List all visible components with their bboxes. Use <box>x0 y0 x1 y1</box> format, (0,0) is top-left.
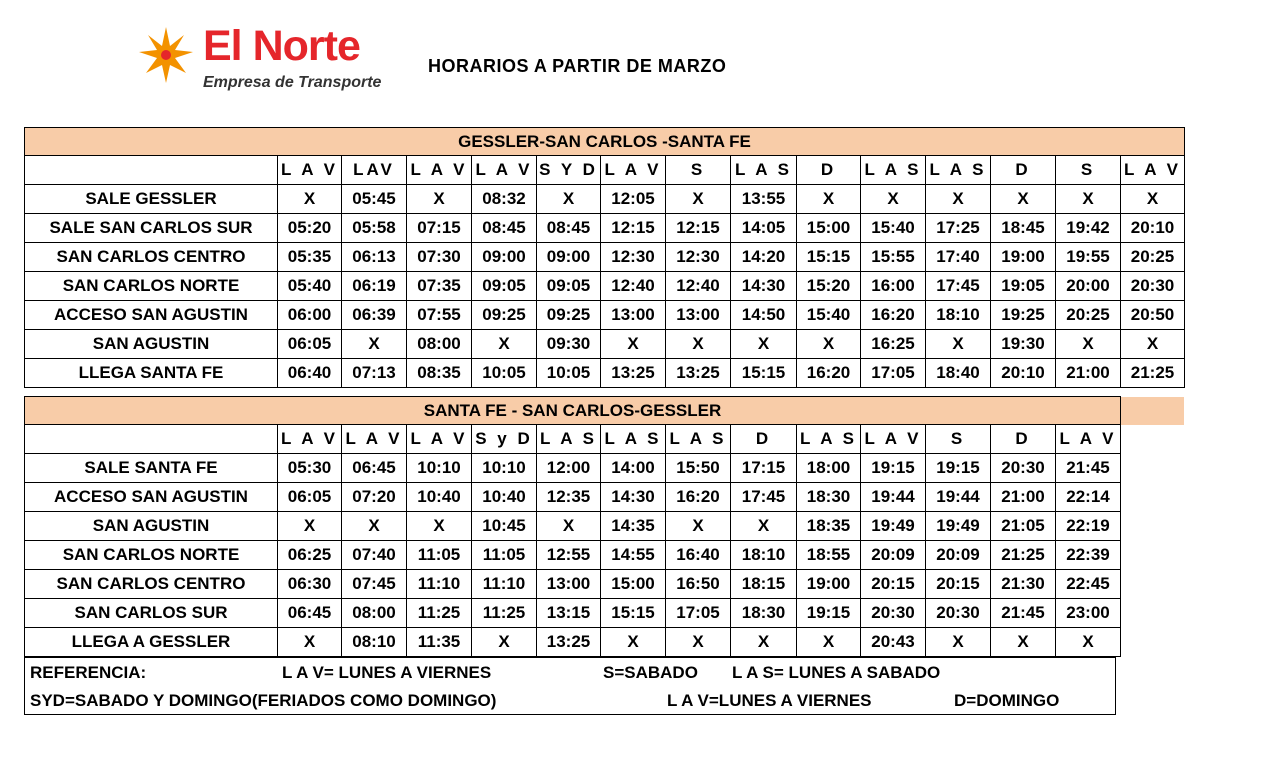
departure-time-cell: 16:40 <box>666 541 731 570</box>
stop-row <box>25 512 1185 541</box>
departure-time-cell: 15:20 <box>797 272 861 301</box>
departure-time-cell: 19:44 <box>926 483 991 512</box>
stop-row <box>25 243 1185 272</box>
departure-time-cell: 08:32 <box>472 185 537 214</box>
departure-time-cell: 08:35 <box>407 359 472 388</box>
departure-time-cell: 12:30 <box>666 243 731 272</box>
departure-time-cell: 06:19 <box>342 272 407 301</box>
service-day-cell: L A V <box>1056 425 1121 454</box>
departure-time-cell: 21:45 <box>991 599 1056 628</box>
service-day-cell: D <box>797 156 861 185</box>
departure-time-cell: 07:30 <box>407 243 472 272</box>
departure-time-cell: X <box>278 628 342 657</box>
service-day-cell: L A S <box>601 425 666 454</box>
departure-time-cell: X <box>861 185 926 214</box>
service-day-cell: LAV <box>342 156 407 185</box>
service-day-cell: S <box>666 156 731 185</box>
departure-time-cell: 22:19 <box>1056 512 1121 541</box>
departure-time-cell: X <box>666 185 731 214</box>
departure-time-cell: 19:00 <box>991 243 1056 272</box>
departure-time-cell: 19:44 <box>861 483 926 512</box>
departure-time-cell: 18:55 <box>797 541 861 570</box>
departure-time-cell: 18:40 <box>926 359 991 388</box>
stop-name: SALE SANTA FE <box>25 454 278 483</box>
logo-name: El Norte <box>203 22 360 70</box>
departure-time-cell: 16:20 <box>797 359 861 388</box>
route-title: SANTA FE - SAN CARLOS-GESSLER <box>25 397 1121 425</box>
departure-time-cell: 15:00 <box>601 570 666 599</box>
service-days-row <box>25 425 1185 454</box>
stop-row <box>25 570 1185 599</box>
departure-time-cell: X <box>797 185 861 214</box>
blank-cell <box>1121 425 1185 454</box>
departure-time-cell: 20:15 <box>861 570 926 599</box>
departure-time-cell: 19:30 <box>991 330 1056 359</box>
departure-time-cell: 08:45 <box>472 214 537 243</box>
service-day-cell: L A V <box>342 425 407 454</box>
departure-time-cell: X <box>278 512 342 541</box>
departure-time-cell: 13:25 <box>601 359 666 388</box>
departure-time-cell: X <box>991 185 1056 214</box>
departure-time-cell: 06:45 <box>342 454 407 483</box>
reference-legend <box>24 657 1116 715</box>
departure-time-cell: X <box>666 628 731 657</box>
departure-time-cell: 12:55 <box>537 541 601 570</box>
blank-cell <box>1121 397 1185 425</box>
stop-name: ACCESO SAN AGUSTIN <box>25 301 278 330</box>
departure-time-cell: 05:58 <box>342 214 407 243</box>
departure-time-cell: 07:45 <box>342 570 407 599</box>
stop-row <box>25 599 1185 628</box>
departure-time-cell: 19:15 <box>861 454 926 483</box>
departure-time-cell: 08:00 <box>407 330 472 359</box>
departure-time-cell: 06:25 <box>278 541 342 570</box>
departure-time-cell: X <box>1121 330 1185 359</box>
departure-time-cell: 20:43 <box>861 628 926 657</box>
departure-time-cell: X <box>731 330 797 359</box>
departure-time-cell: 17:05 <box>861 359 926 388</box>
departure-time-cell: X <box>797 330 861 359</box>
departure-time-cell: 08:10 <box>342 628 407 657</box>
stop-name: SAN CARLOS CENTRO <box>25 243 278 272</box>
departure-time-cell: 09:30 <box>537 330 601 359</box>
departure-time-cell: 13:00 <box>537 570 601 599</box>
departure-time-cell: 11:10 <box>407 570 472 599</box>
departure-time-cell: X <box>731 628 797 657</box>
departure-time-cell: 22:39 <box>1056 541 1121 570</box>
stop-name: LLEGA SANTA FE <box>25 359 278 388</box>
departure-time-cell: 17:45 <box>731 483 797 512</box>
stop-name: SALE SAN CARLOS SUR <box>25 214 278 243</box>
departure-time-cell: 20:30 <box>926 599 991 628</box>
departure-time-cell: 18:30 <box>731 599 797 628</box>
departure-time-cell: 09:00 <box>537 243 601 272</box>
departure-time-cell: 06:39 <box>342 301 407 330</box>
departure-time-cell: 09:05 <box>472 272 537 301</box>
company-logo <box>137 22 397 96</box>
departure-time-cell: 11:25 <box>407 599 472 628</box>
legend-syd: SYD=SABADO Y DOMINGO(FERIADOS COMO DOMINGO) <box>30 691 497 710</box>
departure-time-cell: 18:00 <box>797 454 861 483</box>
departure-time-cell: 19:00 <box>797 570 861 599</box>
departure-time-cell: 10:40 <box>472 483 537 512</box>
blank-cell <box>1121 599 1185 628</box>
departure-time-cell: 20:00 <box>1056 272 1121 301</box>
departure-time-cell: 09:25 <box>472 301 537 330</box>
departure-time-cell: 19:05 <box>991 272 1056 301</box>
departure-time-cell: 13:00 <box>601 301 666 330</box>
departure-time-cell: 13:25 <box>537 628 601 657</box>
departure-time-cell: 18:10 <box>731 541 797 570</box>
stop-name: SAN CARLOS SUR <box>25 599 278 628</box>
departure-time-cell: 10:10 <box>407 454 472 483</box>
departure-time-cell: 12:00 <box>537 454 601 483</box>
stop-row <box>25 301 1185 330</box>
departure-time-cell: 15:50 <box>666 454 731 483</box>
departure-time-cell: 19:25 <box>991 301 1056 330</box>
departure-time-cell: 10:40 <box>407 483 472 512</box>
route-header-row <box>25 128 1185 156</box>
departure-time-cell: 09:05 <box>537 272 601 301</box>
service-day-cell: L A V <box>407 156 472 185</box>
departure-time-cell: 18:45 <box>991 214 1056 243</box>
departure-time-cell: X <box>407 185 472 214</box>
blank-cell <box>1121 541 1185 570</box>
departure-time-cell: 15:40 <box>861 214 926 243</box>
service-day-cell: S <box>926 425 991 454</box>
departure-time-cell: 12:40 <box>666 272 731 301</box>
departure-time-cell: X <box>666 512 731 541</box>
departure-time-cell: 11:05 <box>407 541 472 570</box>
departure-time-cell: 20:25 <box>1056 301 1121 330</box>
departure-time-cell: 18:30 <box>797 483 861 512</box>
departure-time-cell: 19:49 <box>926 512 991 541</box>
departure-time-cell: 15:15 <box>731 359 797 388</box>
service-day-cell: L A S <box>926 156 991 185</box>
departure-time-cell: 15:40 <box>797 301 861 330</box>
departure-time-cell: 21:00 <box>1056 359 1121 388</box>
departure-time-cell: 14:50 <box>731 301 797 330</box>
departure-time-cell: 13:25 <box>666 359 731 388</box>
departure-time-cell: 07:15 <box>407 214 472 243</box>
inbound-schedule-table <box>24 396 1185 657</box>
departure-time-cell: 16:50 <box>666 570 731 599</box>
departure-time-cell: 12:05 <box>601 185 666 214</box>
service-day-cell: D <box>991 156 1056 185</box>
stop-row <box>25 272 1185 301</box>
departure-time-cell: X <box>601 628 666 657</box>
reference-label: REFERENCIA: <box>30 663 147 682</box>
departure-time-cell: 13:15 <box>537 599 601 628</box>
service-day-cell: L A S <box>537 425 601 454</box>
blank-cell <box>1121 483 1185 512</box>
blank-cell <box>1121 628 1185 657</box>
service-day-cell: S <box>1056 156 1121 185</box>
departure-time-cell: 17:15 <box>731 454 797 483</box>
departure-time-cell: X <box>407 512 472 541</box>
departure-time-cell: 06:40 <box>278 359 342 388</box>
logo-subtitle: Empresa de Transporte <box>203 74 382 91</box>
departure-time-cell: 21:00 <box>991 483 1056 512</box>
departure-time-cell: 17:40 <box>926 243 991 272</box>
legend-domingo: D=DOMINGO <box>954 691 1060 710</box>
departure-time-cell: 14:05 <box>731 214 797 243</box>
stop-row <box>25 454 1185 483</box>
departure-time-cell: 20:15 <box>926 570 991 599</box>
departure-time-cell: 17:05 <box>666 599 731 628</box>
departure-time-cell: X <box>1121 185 1185 214</box>
departure-time-cell: X <box>472 330 537 359</box>
departure-time-cell: 12:15 <box>601 214 666 243</box>
departure-time-cell: 14:00 <box>601 454 666 483</box>
legend-lav-2: L A V=LUNES A VIERNES <box>667 691 872 710</box>
service-day-cell: L A S <box>666 425 731 454</box>
service-day-cell: L A S <box>797 425 861 454</box>
departure-time-cell: 11:05 <box>472 541 537 570</box>
stop-name: LLEGA A GESSLER <box>25 628 278 657</box>
departure-time-cell: 19:42 <box>1056 214 1121 243</box>
departure-time-cell: 16:25 <box>861 330 926 359</box>
departure-time-cell: X <box>1056 628 1121 657</box>
departure-time-cell: X <box>342 512 407 541</box>
service-day-cell: L A V <box>278 425 342 454</box>
departure-time-cell: 08:00 <box>342 599 407 628</box>
departure-time-cell: 20:09 <box>861 541 926 570</box>
service-day-cell: S y D <box>472 425 537 454</box>
departure-time-cell: X <box>1056 330 1121 359</box>
departure-time-cell: 11:10 <box>472 570 537 599</box>
departure-time-cell: X <box>991 628 1056 657</box>
departure-time-cell: 17:45 <box>926 272 991 301</box>
departure-time-cell: 09:00 <box>472 243 537 272</box>
departure-time-cell: 22:14 <box>1056 483 1121 512</box>
departure-time-cell: 20:10 <box>1121 214 1185 243</box>
departure-time-cell: 20:30 <box>1121 272 1185 301</box>
departure-time-cell: 11:35 <box>407 628 472 657</box>
departure-time-cell: X <box>472 628 537 657</box>
departure-time-cell: 06:05 <box>278 330 342 359</box>
stop-name: SAN AGUSTIN <box>25 330 278 359</box>
departure-time-cell: 05:20 <box>278 214 342 243</box>
departure-time-cell: 11:25 <box>472 599 537 628</box>
stop-row <box>25 185 1185 214</box>
departure-time-cell: 16:20 <box>666 483 731 512</box>
departure-time-cell: 20:09 <box>926 541 991 570</box>
departure-time-cell: 21:45 <box>1056 454 1121 483</box>
service-day-cell: L A S <box>731 156 797 185</box>
departure-time-cell: 14:55 <box>601 541 666 570</box>
empty-corner-cell <box>25 156 278 185</box>
departure-time-cell: 06:30 <box>278 570 342 599</box>
service-day-cell: L A S <box>861 156 926 185</box>
departure-time-cell: X <box>537 512 601 541</box>
departure-time-cell: 18:35 <box>797 512 861 541</box>
service-day-cell: L A V <box>601 156 666 185</box>
departure-time-cell: 07:35 <box>407 272 472 301</box>
departure-time-cell: 20:30 <box>991 454 1056 483</box>
departure-time-cell: 13:55 <box>731 185 797 214</box>
service-day-cell: D <box>731 425 797 454</box>
route-header-row <box>25 397 1185 425</box>
blank-cell <box>1121 570 1185 599</box>
departure-time-cell: 20:30 <box>861 599 926 628</box>
stop-row <box>25 541 1185 570</box>
empty-corner-cell <box>25 425 278 454</box>
departure-time-cell: 05:40 <box>278 272 342 301</box>
departure-time-cell: 07:13 <box>342 359 407 388</box>
departure-time-cell: 13:00 <box>666 301 731 330</box>
departure-time-cell: 16:20 <box>861 301 926 330</box>
departure-time-cell: 10:45 <box>472 512 537 541</box>
service-day-cell: L A V <box>407 425 472 454</box>
departure-time-cell: 09:25 <box>537 301 601 330</box>
departure-time-cell: X <box>1056 185 1121 214</box>
blank-cell <box>1121 512 1185 541</box>
departure-time-cell: 10:05 <box>537 359 601 388</box>
departure-time-cell: 20:10 <box>991 359 1056 388</box>
stop-name: SAN CARLOS NORTE <box>25 272 278 301</box>
departure-time-cell: 10:05 <box>472 359 537 388</box>
stop-row <box>25 330 1185 359</box>
stop-name: SAN CARLOS NORTE <box>25 541 278 570</box>
page-title: HORARIOS A PARTIR DE MARZO <box>428 56 727 76</box>
departure-time-cell: 18:15 <box>731 570 797 599</box>
departure-time-cell: 06:05 <box>278 483 342 512</box>
departure-time-cell: 18:10 <box>926 301 991 330</box>
departure-time-cell: 19:15 <box>797 599 861 628</box>
departure-time-cell: X <box>797 628 861 657</box>
stop-row <box>25 628 1185 657</box>
departure-time-cell: 22:45 <box>1056 570 1121 599</box>
service-day-cell: L A V <box>278 156 342 185</box>
departure-time-cell: 07:40 <box>342 541 407 570</box>
departure-time-cell: 21:25 <box>1121 359 1185 388</box>
departure-time-cell: 12:15 <box>666 214 731 243</box>
departure-time-cell: 06:00 <box>278 301 342 330</box>
departure-time-cell: X <box>926 628 991 657</box>
departure-time-cell: 14:30 <box>731 272 797 301</box>
departure-time-cell: 21:05 <box>991 512 1056 541</box>
departure-time-cell: X <box>666 330 731 359</box>
departure-time-cell: 23:00 <box>1056 599 1121 628</box>
departure-time-cell: 15:15 <box>797 243 861 272</box>
service-day-cell: L A V <box>1121 156 1185 185</box>
departure-time-cell: 10:10 <box>472 454 537 483</box>
departure-time-cell: X <box>537 185 601 214</box>
departure-time-cell: 05:45 <box>342 185 407 214</box>
stop-name: SAN CARLOS CENTRO <box>25 570 278 599</box>
departure-time-cell: 15:15 <box>601 599 666 628</box>
legend-las: L A S= LUNES A SABADO <box>732 663 941 682</box>
departure-time-cell: 19:55 <box>1056 243 1121 272</box>
stop-row <box>25 214 1185 243</box>
departure-time-cell: 07:20 <box>342 483 407 512</box>
departure-time-cell: 20:25 <box>1121 243 1185 272</box>
departure-time-cell: 12:40 <box>601 272 666 301</box>
stop-name: ACCESO SAN AGUSTIN <box>25 483 278 512</box>
departure-time-cell: 12:35 <box>537 483 601 512</box>
departure-time-cell: 14:20 <box>731 243 797 272</box>
departure-time-cell: 16:00 <box>861 272 926 301</box>
departure-time-cell: 17:25 <box>926 214 991 243</box>
departure-time-cell: 06:13 <box>342 243 407 272</box>
service-day-cell: L A V <box>472 156 537 185</box>
service-day-cell: D <box>991 425 1056 454</box>
departure-time-cell: 07:55 <box>407 301 472 330</box>
departure-time-cell: 08:45 <box>537 214 601 243</box>
departure-time-cell: 05:30 <box>278 454 342 483</box>
departure-time-cell: 15:00 <box>797 214 861 243</box>
departure-time-cell: 12:30 <box>601 243 666 272</box>
departure-time-cell: 19:49 <box>861 512 926 541</box>
blank-cell <box>1121 454 1185 483</box>
departure-time-cell: 15:55 <box>861 243 926 272</box>
departure-time-cell: 05:35 <box>278 243 342 272</box>
departure-time-cell: 14:35 <box>601 512 666 541</box>
route-title: GESSLER-SAN CARLOS -SANTA FE <box>25 128 1185 156</box>
departure-time-cell: 14:30 <box>601 483 666 512</box>
departure-time-cell: 19:15 <box>926 454 991 483</box>
service-day-cell: S Y D <box>537 156 601 185</box>
departure-time-cell: 21:25 <box>991 541 1056 570</box>
star-logo-icon <box>137 26 195 84</box>
departure-time-cell: X <box>731 512 797 541</box>
departure-time-cell: X <box>926 330 991 359</box>
outbound-schedule-table <box>24 127 1185 388</box>
departure-time-cell: 21:30 <box>991 570 1056 599</box>
stop-row <box>25 483 1185 512</box>
departure-time-cell: 06:45 <box>278 599 342 628</box>
legend-sabado: S=SABADO <box>603 663 698 682</box>
departure-time-cell: X <box>342 330 407 359</box>
departure-time-cell: X <box>601 330 666 359</box>
service-days-row <box>25 156 1185 185</box>
stop-row <box>25 359 1185 388</box>
stop-name: SALE GESSLER <box>25 185 278 214</box>
service-day-cell: L A V <box>861 425 926 454</box>
legend-lav: L A V= LUNES A VIERNES <box>282 663 492 682</box>
departure-time-cell: X <box>278 185 342 214</box>
departure-time-cell: 20:50 <box>1121 301 1185 330</box>
stop-name: SAN AGUSTIN <box>25 512 278 541</box>
departure-time-cell: X <box>926 185 991 214</box>
